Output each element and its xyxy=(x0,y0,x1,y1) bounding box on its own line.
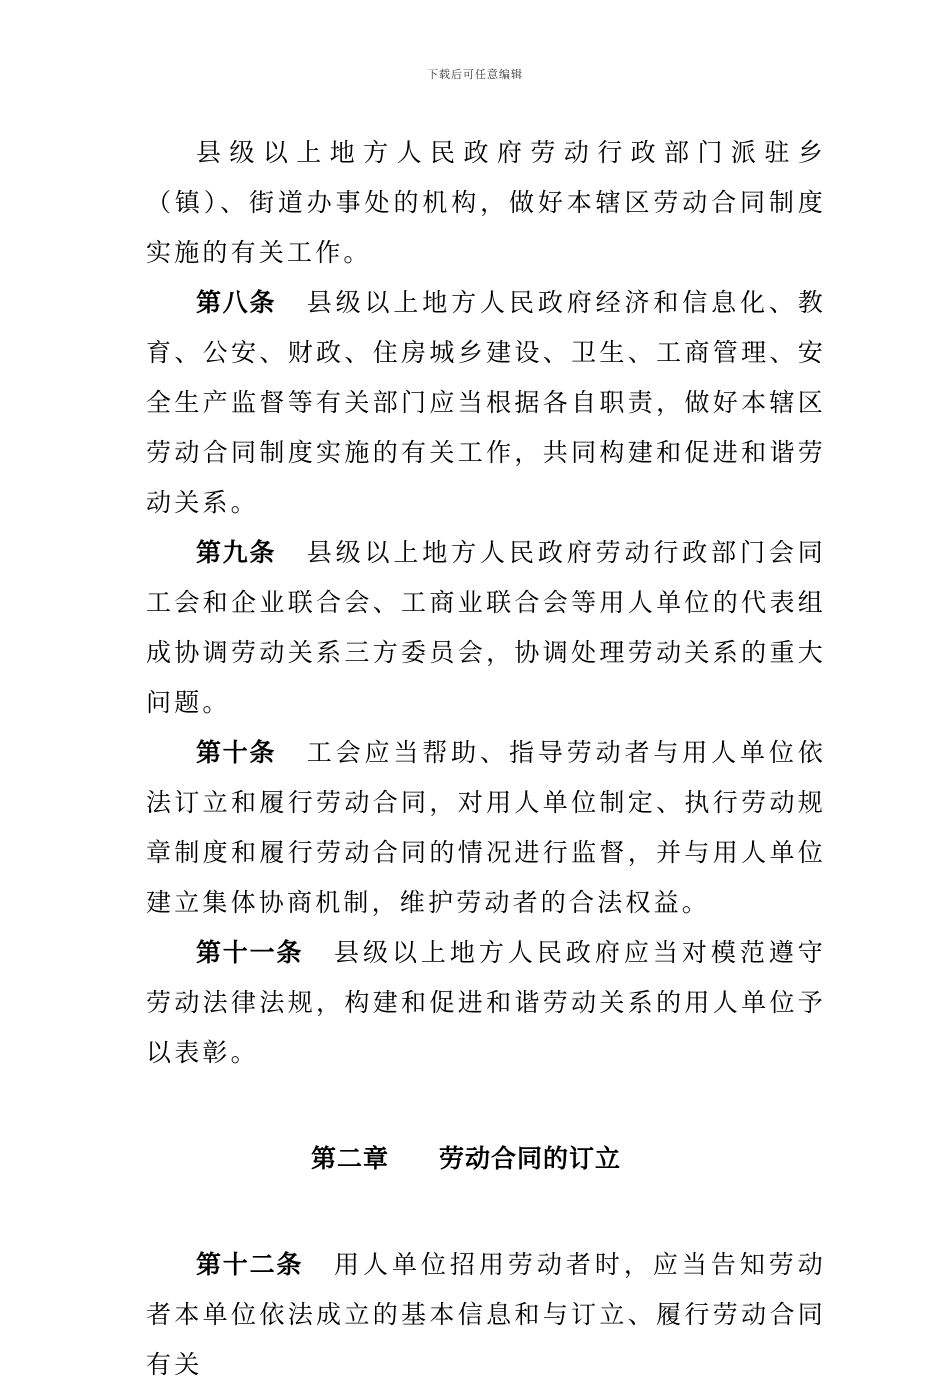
article-8 xyxy=(146,278,826,528)
article-text: 用人单位招用劳动者时，应当告知劳动者本单位依法成立的基本信息和与订立、履行劳动合同有关 xyxy=(146,1250,826,1379)
chapter-number: 第二章 xyxy=(310,1144,389,1173)
article-label: 第十二条 xyxy=(196,1250,304,1279)
article-label: 第八条 xyxy=(196,288,277,317)
article-10 xyxy=(146,728,826,928)
article-12 xyxy=(146,1240,826,1390)
article-text: 县级以上地方人民政府应当对模范遵守劳动法律法规，构建和促进和谐劳动关系的用人单位予以表彰。 xyxy=(146,938,826,1067)
article-label: 第十一条 xyxy=(196,938,304,967)
paragraph-county-dispatch xyxy=(146,128,826,278)
article-label: 第十条 xyxy=(196,738,277,767)
article-text: 县级以上地方人民政府经济和信息化、教育、公安、财政、住房城乡建设、卫生、工商管理、安全生产监督等有关部门应当根据各自职责，做好本辖区劳动合同制度实施的有关工作，共同构建和促进和谐劳动关系。 xyxy=(146,288,826,517)
header-note: 下载后可任意编辑 xyxy=(427,68,523,81)
article-11 xyxy=(146,928,826,1078)
chapter-title: 劳动合同的订立 xyxy=(439,1144,622,1173)
paragraph-text: 县级以上地方人民政府劳动行政部门派驻乡（镇）、街道办事处的机构，做好本辖区劳动合同制度实施的有关工作。 xyxy=(146,138,826,267)
article-text: 工会应当帮助、指导劳动者与用人单位依法订立和履行劳动合同，对用人单位制定、执行劳动规章制度和履行劳动合同的情况进行监督，并与用人单位建立集体协商机制，维护劳动者的合法权益。 xyxy=(146,738,826,917)
chapter-heading xyxy=(146,1134,826,1184)
document-body xyxy=(146,128,826,1390)
article-label: 第九条 xyxy=(196,538,277,567)
article-text: 县级以上地方人民政府劳动行政部门会同工会和企业联合会、工商业联合会等用人单位的代表组成协调劳动关系三方委员会，协调处理劳动关系的重大问题。 xyxy=(146,538,826,717)
article-9 xyxy=(146,528,826,728)
